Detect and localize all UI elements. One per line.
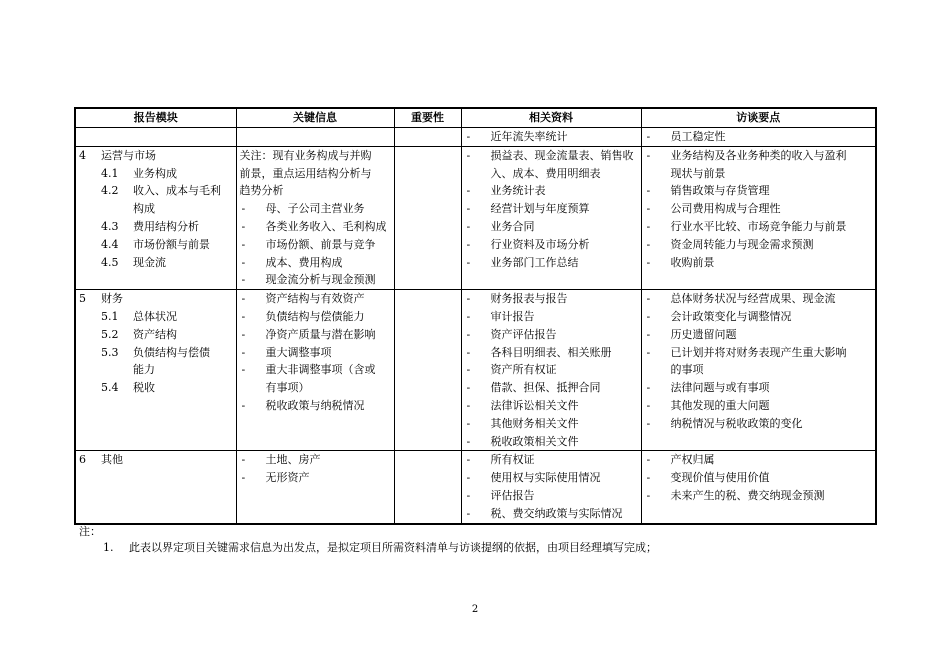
key-info-cell: [236, 451, 394, 524]
list-item: [465, 326, 638, 344]
list-text: 税收政策相关文件: [490, 434, 579, 448]
dash-marker: -: [466, 488, 471, 502]
section-title: 其他: [101, 453, 123, 467]
header-key-info: 关键信息: [236, 108, 394, 128]
dash-marker: -: [646, 255, 651, 269]
indent: [465, 165, 491, 183]
dash-marker: -: [241, 309, 246, 323]
list-text: 税收政策与纳税情况: [265, 398, 365, 412]
materials-cell: [461, 290, 641, 451]
list-text: 评估报告: [490, 488, 535, 502]
dash-marker: -: [646, 237, 651, 251]
dash-marker: -: [241, 292, 246, 306]
dash-marker: -: [241, 363, 246, 377]
list-text: 损益表、现金流量表、销售收: [490, 148, 634, 162]
subsection-number: 5.1: [101, 309, 119, 323]
key-info-cell: [236, 146, 394, 289]
list-text: 各类业务收入、毛利构成: [265, 219, 387, 233]
subsection-title: 业务构成: [133, 166, 177, 180]
list-text: 资产结构与有效资产: [265, 292, 365, 306]
subsection-number: 4.4: [101, 237, 119, 251]
subsection-number: 5.3: [101, 345, 119, 359]
dash-marker: -: [241, 237, 246, 251]
module-cell: [75, 290, 236, 451]
dash-marker: -: [466, 381, 471, 395]
list-text: 入、成本、费用明细表: [490, 166, 601, 180]
dash-marker: -: [646, 309, 651, 323]
dash-marker: -: [466, 219, 471, 233]
subsection-item: [79, 182, 233, 200]
list-item: [240, 451, 391, 469]
list-item: [465, 147, 638, 165]
list-text: 纳税情况与税收政策的变化: [670, 416, 803, 430]
dash-marker: -: [241, 398, 246, 412]
subsection-item: [79, 326, 233, 344]
list-item: [645, 361, 873, 379]
key-info-intro: 关注：现有业务构成与并购: [239, 148, 372, 162]
dash-marker: -: [241, 273, 246, 287]
list-item: [645, 397, 873, 415]
key-info-intro: 前景，重点运用结构分析与: [239, 166, 372, 180]
list-text: 市场份额、前景与竞争: [265, 237, 376, 251]
subsection-item: [79, 236, 233, 254]
dash-marker: -: [646, 471, 651, 485]
list-text: 总体财务状况与经营成果、现金流: [670, 292, 836, 306]
importance-cell: [394, 290, 461, 451]
list-item: [645, 379, 873, 397]
list-item: [465, 200, 638, 218]
list-item: [465, 344, 638, 362]
subsection-title: 能力: [133, 363, 155, 377]
list-text: 经营计划与年度预算: [490, 202, 590, 216]
list-text: 行业资料及市场分析: [490, 237, 590, 251]
list-text: 有事项）: [265, 381, 310, 395]
dash-marker: -: [466, 255, 471, 269]
subsection-item: [79, 165, 233, 183]
list-item: [240, 344, 391, 362]
indent: [240, 379, 266, 397]
subsection-title: 总体状况: [133, 309, 177, 323]
list-text: 历史遗留问题: [670, 327, 737, 341]
header-module: 报告模块: [75, 108, 236, 128]
subsection-title: 构成: [133, 202, 155, 216]
list-text: 的事项: [670, 363, 704, 377]
list-item: [645, 415, 873, 433]
list-item: [465, 397, 638, 415]
list-text: 业务部门工作总结: [490, 255, 579, 269]
table-row: [75, 451, 876, 524]
subsection-item: [79, 361, 233, 379]
dash-marker: -: [241, 453, 246, 467]
subsection-number: 5.2: [101, 327, 119, 341]
points-cell: [641, 128, 876, 147]
list-text: 业务统计表: [490, 184, 546, 198]
materials-cell: [461, 128, 641, 147]
list-text: 业务结构及各业务种类的收入与盈利: [670, 148, 847, 162]
subsection-title: 税收: [133, 381, 155, 395]
subsection-title: 资产结构: [133, 327, 177, 341]
list-text: 借款、担保、抵押合同: [490, 381, 601, 395]
list-item: [465, 165, 638, 183]
dash-marker: -: [646, 453, 651, 467]
list-text: 公司费用构成与合理性: [670, 202, 781, 216]
list-text: 未来产生的税、费交纳现金预测: [670, 488, 825, 502]
key-info-cell: [236, 290, 394, 451]
list-item: [645, 182, 873, 200]
list-item: [645, 236, 873, 254]
dash-marker: -: [646, 345, 651, 359]
subsection-item: [79, 200, 233, 218]
list-text: 母、子公司主营业务: [265, 202, 365, 216]
list-text: 销售政策与存货管理: [670, 184, 770, 198]
list-text: 净资产质量与潜在影响: [265, 327, 376, 341]
list-item: [465, 487, 638, 505]
dash-marker: -: [466, 202, 471, 216]
dash-marker: -: [466, 471, 471, 485]
dash-marker: -: [241, 345, 246, 359]
list-item: [465, 379, 638, 397]
dash-marker: -: [646, 148, 651, 162]
subsection-title: 收入、成本与毛利: [133, 184, 221, 198]
module-cell: [75, 451, 236, 524]
header-importance: 重要性: [394, 108, 461, 128]
notes-label: 注：: [79, 525, 101, 538]
dash-marker: -: [646, 381, 651, 395]
importance-cell: [394, 146, 461, 289]
list-item: [465, 308, 638, 326]
list-item: [645, 165, 873, 183]
dash-marker: -: [466, 237, 471, 251]
list-item: [465, 469, 638, 487]
note-item: [103, 539, 657, 555]
table-row: [75, 146, 876, 289]
list-text: 行业水平比较、市场竞争能力与前景: [670, 219, 847, 233]
due-diligence-table: [74, 107, 877, 525]
table-row: [75, 290, 876, 451]
indent: [645, 165, 671, 183]
list-text: 现金流分析与现金预测: [265, 273, 376, 287]
note-number: 1.: [103, 541, 114, 554]
list-text: 负债结构与偿债能力: [265, 309, 365, 323]
subsection-number: 5.4: [101, 381, 119, 395]
header-interview-points: 访谈要点: [641, 108, 876, 128]
dash-marker: -: [646, 327, 651, 341]
section-number: 4: [79, 148, 86, 162]
dash-marker: -: [646, 488, 651, 502]
dash-marker: -: [241, 471, 246, 485]
list-text: 审计报告: [490, 309, 535, 323]
list-item: [465, 290, 638, 308]
list-item: [240, 200, 391, 218]
list-text: 其他财务相关文件: [490, 416, 579, 430]
dash-marker: -: [241, 202, 246, 216]
list-text: 各科目明细表、相关账册: [490, 345, 612, 359]
list-item: [645, 451, 873, 469]
dash-marker: -: [646, 219, 651, 233]
section-heading: [79, 451, 233, 469]
note-text: 此表以界定项目关键需求信息为出发点，是拟定项目所需资料清单与访谈提纲的依据，由项目经理填写完成；: [129, 541, 657, 554]
list-text: 无形资产: [265, 471, 310, 485]
list-item: [645, 218, 873, 236]
list-text: 成本、费用构成: [265, 255, 343, 269]
table-row: [75, 128, 876, 147]
list-item: [645, 254, 873, 272]
dash-marker: -: [466, 453, 471, 467]
list-text: 资金周转能力与现金需求预测: [670, 237, 814, 251]
list-item: [240, 326, 391, 344]
list-item: [465, 182, 638, 200]
dash-marker: -: [241, 327, 246, 341]
points-cell: [641, 290, 876, 451]
list-item: [465, 433, 638, 451]
list-item: [240, 290, 391, 308]
table-header-row: [75, 108, 876, 128]
list-text: 会计政策变化与调整情况: [670, 309, 792, 323]
module-cell: [75, 128, 236, 147]
dash-marker: -: [466, 416, 471, 430]
list-item: [645, 308, 873, 326]
subsection-item: [79, 344, 233, 362]
key-info-cell: [236, 128, 394, 147]
points-cell: [641, 146, 876, 289]
list-item: - 近年流失率统计: [466, 130, 568, 143]
list-item: [465, 361, 638, 379]
list-item: [465, 505, 638, 523]
list-text: 法律问题与或有事项: [670, 381, 770, 395]
list-item: [465, 218, 638, 236]
section-title: 财务: [101, 292, 123, 306]
section-number: 6: [79, 453, 86, 467]
key-info-intro: 趋势分析: [239, 184, 284, 198]
subsection-item: [79, 379, 233, 397]
dash-marker: -: [646, 292, 651, 306]
dash-marker: -: [466, 345, 471, 359]
subsection-title: 市场份额与前景: [133, 237, 210, 251]
dash-marker: -: [646, 202, 651, 216]
list-item: [645, 147, 873, 165]
dash-marker: -: [646, 184, 651, 198]
list-text: 现状与前景: [670, 166, 726, 180]
section-heading: [79, 290, 233, 308]
list-text: 资产所有权证: [490, 363, 557, 377]
subsection-item: [79, 218, 233, 236]
list-text: 财务报表与报告: [490, 292, 568, 306]
dash-marker: -: [466, 327, 471, 341]
dash-marker: -: [241, 219, 246, 233]
list-item: [240, 361, 391, 379]
list-text: 税、费交纳政策与实际情况: [490, 506, 623, 520]
list-text: 土地、房产: [265, 453, 321, 467]
list-text: 其他发现的重大问题: [670, 398, 770, 412]
dash-marker: -: [466, 398, 471, 412]
dash-marker: -: [466, 292, 471, 306]
subsection-item: [79, 308, 233, 326]
list-item: [645, 469, 873, 487]
importance-cell: [394, 451, 461, 524]
list-item: [240, 271, 391, 289]
dash-marker: -: [466, 148, 471, 162]
list-text: 业务合同: [490, 219, 535, 233]
indent: [645, 361, 671, 379]
list-item: [645, 290, 873, 308]
subsection-number: 4.5: [101, 255, 119, 269]
materials-cell: [461, 451, 641, 524]
list-item: [645, 344, 873, 362]
subsection-number: 4.1: [101, 166, 119, 180]
section-title: 运营与市场: [101, 148, 156, 162]
list-text: 重大非调整事项（含或: [265, 363, 376, 377]
points-cell: [641, 451, 876, 524]
dash-marker: -: [466, 363, 471, 377]
list-item: [240, 308, 391, 326]
dash-marker: -: [466, 184, 471, 198]
list-item: [240, 254, 391, 272]
page-number: 2: [471, 604, 479, 615]
dash-marker: -: [466, 309, 471, 323]
dash-marker: -: [646, 398, 651, 412]
header-materials: 相关资料: [461, 108, 641, 128]
subsection-title: 费用结构分析: [133, 219, 199, 233]
list-item: [240, 397, 391, 415]
module-cell: [75, 146, 236, 289]
list-item: [645, 326, 873, 344]
list-item: [465, 415, 638, 433]
subsection-title: 负债结构与偿债: [133, 345, 210, 359]
subsection-number: 4.3: [101, 219, 119, 233]
list-item: [240, 379, 391, 397]
list-text: 法律诉讼相关文件: [490, 398, 579, 412]
list-text: 产权归属: [670, 453, 715, 467]
list-text: 收购前景: [670, 255, 715, 269]
importance-cell: [394, 128, 461, 147]
dash-marker: -: [241, 255, 246, 269]
section-number: 5: [79, 292, 86, 306]
list-text: 使用权与实际使用情况: [490, 471, 601, 485]
list-text: 资产评估报告: [490, 327, 557, 341]
subsection-title: 现金流: [133, 255, 166, 269]
list-item: [240, 236, 391, 254]
list-item: [465, 254, 638, 272]
dash-marker: -: [466, 506, 471, 520]
subsection-item: [79, 254, 233, 272]
subsection-number: [101, 361, 133, 379]
subsection-number: [101, 200, 133, 218]
list-item: [240, 469, 391, 487]
list-text: 变现价值与使用价值: [670, 471, 770, 485]
dash-marker: -: [466, 434, 471, 448]
list-text: 所有权证: [490, 453, 535, 467]
list-text: 已计划并将对财务表现产生重大影响: [670, 345, 847, 359]
list-item: - 员工稳定性: [646, 130, 726, 143]
list-item: [240, 218, 391, 236]
materials-cell: [461, 146, 641, 289]
list-item: [645, 200, 873, 218]
list-text: 重大调整事项: [265, 345, 332, 359]
subsection-number: 4.2: [101, 184, 119, 198]
list-item: [645, 487, 873, 505]
dash-marker: -: [646, 416, 651, 430]
list-item: [465, 451, 638, 469]
list-item: [465, 236, 638, 254]
section-heading: [79, 147, 233, 165]
